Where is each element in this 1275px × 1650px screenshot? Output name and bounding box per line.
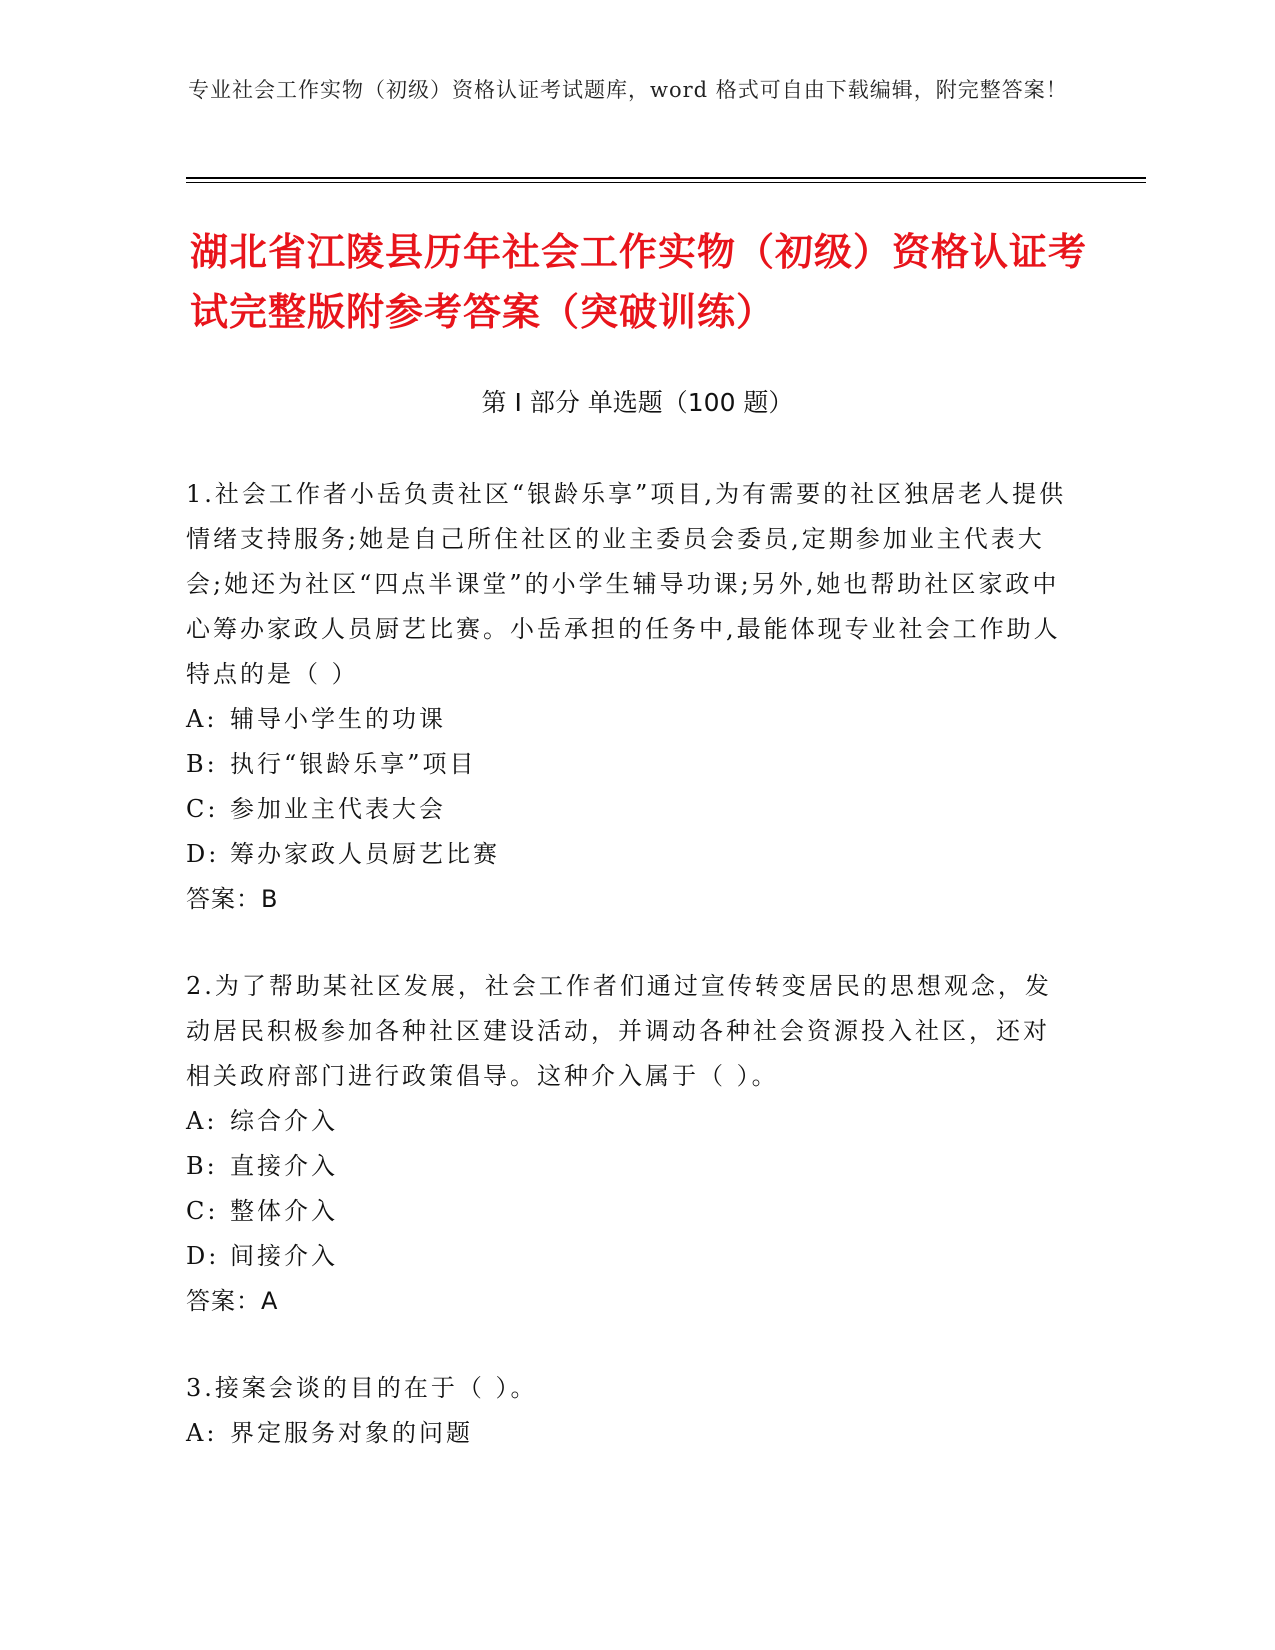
question-2: [186, 964, 1076, 1324]
option-c: [186, 787, 1076, 832]
question-stem: 1.社会工作者小岳负责社区“银龄乐享”项目,为有需要的社区独居老人提供情绪支持服务;她是自己所住社区的业主委员会委员,定期参加业主代表大会;她还为社区“四点半课堂”的小学生辅导功课;另外,她也帮助社区家政中心筹办家政人员厨艺比赛。小岳承担的任务中,最能体现专业社会工作助人特点的是（ ）: [186, 480, 1067, 688]
option-d: [186, 1234, 1076, 1279]
answer-label: 答案：B: [186, 885, 279, 913]
option-letter: A:: [186, 1419, 218, 1447]
option-letter: C:: [186, 1197, 219, 1225]
document-title: 湖北省江陵县历年社会工作实物（初级）资格认证考试完整版附参考答案（突破训练）: [190, 230, 1088, 334]
question-stem: 3.接案会谈的目的在于（ ）。: [186, 1374, 538, 1402]
option-text: 界定服务对象的问题: [230, 1419, 473, 1447]
option-text: 整体介入: [230, 1197, 338, 1225]
option-letter: B:: [186, 1152, 218, 1180]
option-a: [186, 1099, 1076, 1144]
option-letter: A:: [186, 1107, 218, 1135]
option-text: 执行“银龄乐享”项目: [230, 750, 477, 778]
header-divider-thin: [186, 182, 1146, 183]
question-1: [186, 472, 1076, 922]
option-text: 综合介入: [230, 1107, 338, 1135]
option-b: [186, 742, 1076, 787]
option-letter: C:: [186, 795, 219, 823]
question-stem: 2.为了帮助某社区发展，社会工作者们通过宣传转变居民的思想观念，发动居民积极参加各种社区建设活动，并调动各种社会资源投入社区，还对相关政府部门进行政策倡导。这种介入属于（ ）。: [186, 972, 1052, 1090]
question-3: [186, 1366, 1076, 1456]
section-title: 第 I 部分 单选题（100 题）: [481, 388, 794, 417]
answer-label: 答案：A: [186, 1287, 279, 1315]
header-note: 专业社会工作实物（初级）资格认证考试题库，word 格式可自由下载编辑，附完整答案！: [188, 78, 1068, 102]
option-letter: D:: [186, 1242, 220, 1270]
option-a: [186, 697, 1076, 742]
option-text: 辅导小学生的功课: [230, 705, 446, 733]
option-b: [186, 1144, 1076, 1189]
question-list: [186, 472, 1076, 1498]
option-text: 参加业主代表大会: [230, 795, 446, 823]
header-divider-thick: [186, 177, 1146, 179]
option-a: [186, 1411, 1076, 1456]
option-text: 间接介入: [230, 1242, 338, 1270]
option-d: [186, 832, 1076, 877]
option-letter: D:: [186, 840, 220, 868]
option-c: [186, 1189, 1076, 1234]
option-letter: A:: [186, 705, 218, 733]
option-text: 筹办家政人员厨艺比赛: [230, 840, 500, 868]
option-letter: B:: [186, 750, 218, 778]
option-text: 直接介入: [230, 1152, 338, 1180]
